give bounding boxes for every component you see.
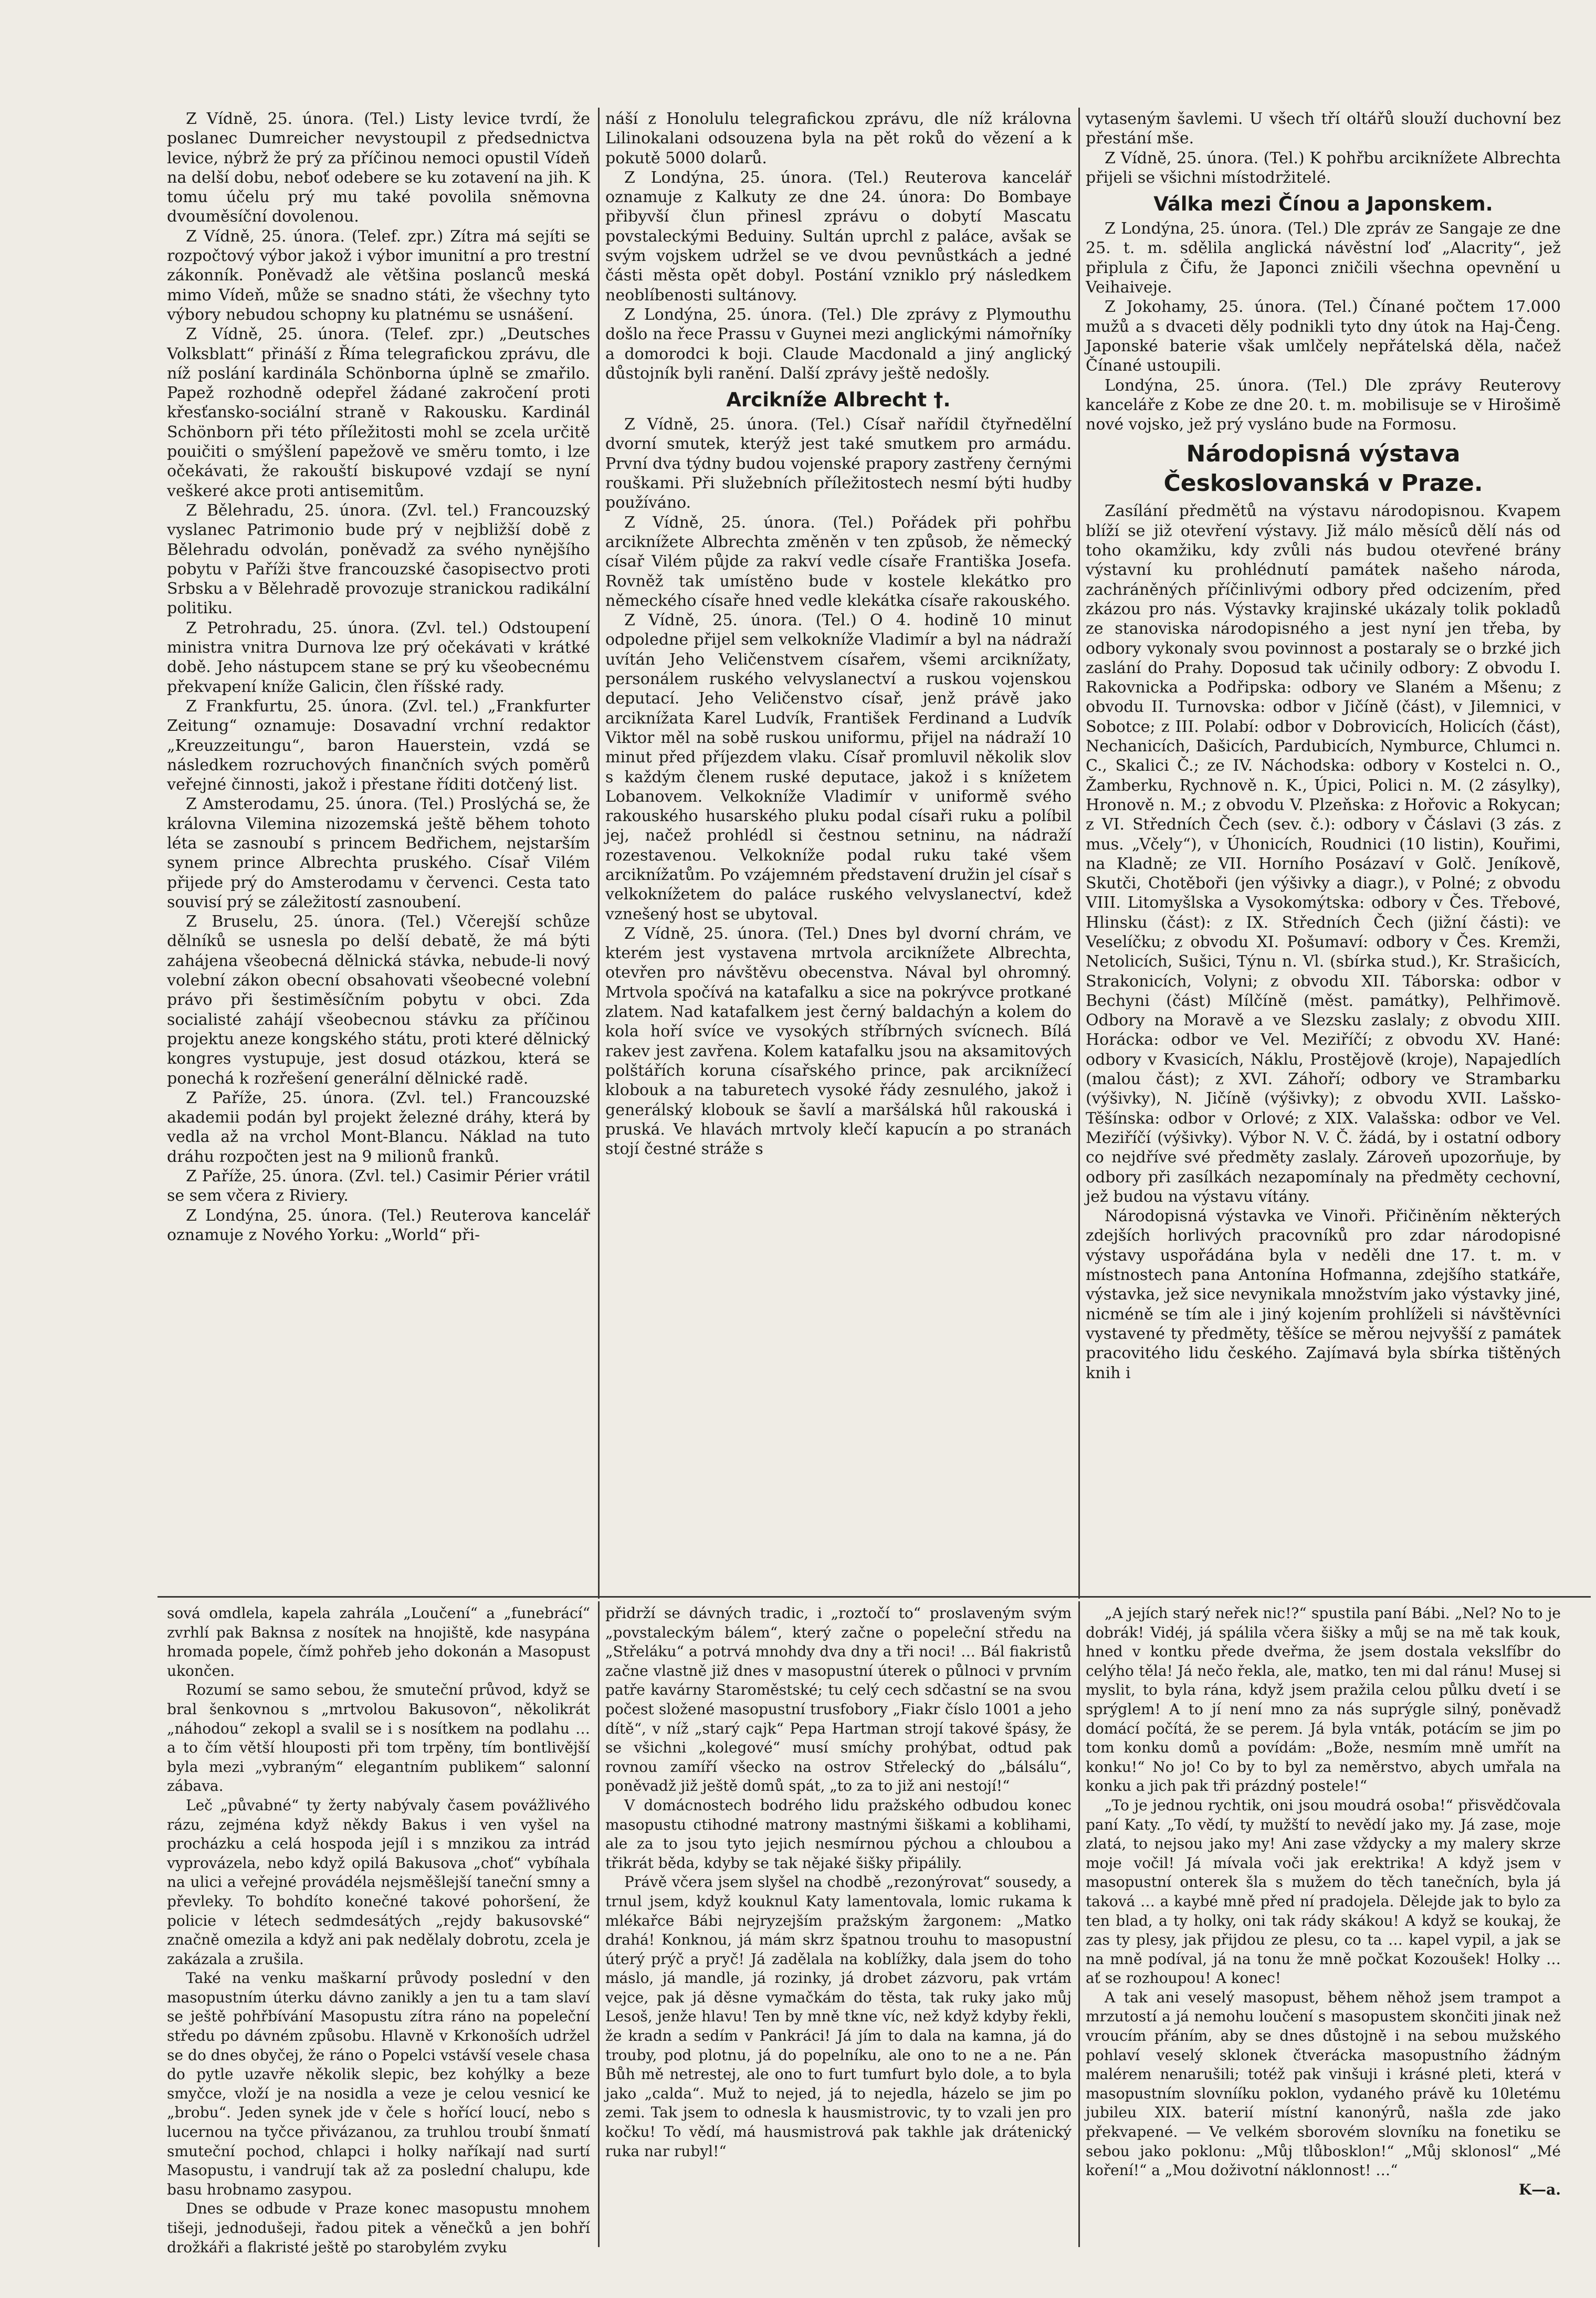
upper-column-2 [605,109,1072,1590]
lower-column-1 [167,1604,590,2256]
upper-column-1 [167,109,590,1590]
news-item: Z Frankfurtu, 25. února. (Zvl. tel.) „Frankfurter Zeitung“ oznamuje: Dosavadní vrchní redaktor „Kreuzzeitungu“, baron Hauerstein, vzdá se následkem rozruchových finančních svých poměrů veřejné činnosti, jakož i přestane říditi dotčený list. [167,697,590,794]
news-item: náší z Honolulu telegrafickou zprávu, dle níž královna Lilinokalani odsouzena byla na pět roků do vězení a k pokutě 5000 dolarů. [605,110,1072,167]
feuilleton-paragraph: A tak ani veselý masopust, během něhož jsem trampot a mrzutostí a já nemohu loučení s masopustem skončiti jinak než vroucím přáním, aby se dnes důstojně i na sebou mužského pohlaví veselý sklonek čtverácka masopustního žádným malérem nenarušili; totéž pak vinšuji i krásné pleti, která v masopustním slovnííku poklon, vydaného právě ku 10letému jubileu XIX. baterií místní kanonýrů, našla zde jako překvapené. — Ve velkém sborovém slovníku na fonetiku se sebou jako poklonu: „Můj tlůbosklon!“ „Můj sklonosl“ „Mé koření!“ a „Mou doživotní náklonnost! …“ [1086,1988,1561,2179]
news-item: Z Amsterodamu, 25. února. (Tel.) Proslýchá se, že královna Vilemina nizozemská ještě během tohoto léta se zasnoubí s princem Bedřichem, nejstarším synem prince Albrechta pruského. Císař Vilém přijede prý do Amsterodamu v červenci. Cesta tato souvisí prý se záležitostí zasnoubení. [167,795,590,911]
column-rule [1078,108,1080,1599]
news-item: Z Londýna, 25. února. (Tel.) Reuterova kancelář oznamuje z Kalkuty ze dne 24. února: Do Bombaye přibyvší člun přinesl zprávu o dobytí Mascatu povstaleckými Beduiny. Sultán uprchl z paláce, avšak se svým vojskem udržel se ve dvou pevnůstkách a jedné části města opět dobyl. Postání vzniklo prý následkem neoblíbenosti sultánovy. [605,168,1072,305]
lower-column-3 [1086,1604,1561,2247]
section-divider [158,1596,1591,1598]
news-item: Z Bruselu, 25. února. (Tel.) Včerejší schůze dělníků se usnesla po delší debatě, že má býti zahájena všeobecná dělnická stávka, nebude-li nový volební zákon obecní obsahovati všeobecné volební právo při šestiměsíčním pobytu v obci. Zda socialisté zahájí všeobecnou stávku za příčinou projektu aneze kongského státu, proti které dělnický kongres vystupuje, jest dosud otázkou, která se ponechá k rozřešení generální dělnické radě. [167,912,590,1088]
news-item: Z Londýna, 25. února. (Tel.) Reuterova kancelář oznamuje z Nového Yorku: „World“ při- [167,1206,590,1244]
author-signature: K—a. [1518,2180,1561,2198]
headline-exhibition: Národopisná výstava Českoslovanská v Praze. [1163,440,1483,497]
headline-war: Válka mezi Čínou a Japonskem. [1153,193,1493,216]
news-item: Z Paříže, 25. února. (Zvl. tel.) Casimir Périer vrátil se sem včera z Riviery. [167,1167,590,1205]
feuilleton-paragraph: Rozumí se samo sebou, že smuteční průvod, když se bral šenkovnou s „mrtvolou Bakusovon“, několikrát „náhodou“ zekopl a svalil se i s nosítkem na podlahu … a to čím větší hlouposti při tom trpěny, tím bontlivější byla mezi „vybraným“ elegantním publikem“ salonní zábava. [167,1681,590,1795]
feuilleton-paragraph: „To je jednou rychtik, oni jsou moudrá osoba!“ přisvědčovala paní Katy. „To vědí, ty mužští to nevědí jako my. Já zase, moje zlatá, to nejsou jako my! Ani zase vždycky a my malery skrze moje vočil! Já mívala voči jak erektrika! A když jsem v masopustní onterek šla s mužem do těch tanečních, byla já taková … a kaybé mně před ní pradojela. Dělejde jak to bylo za ten blad, a ty holky, oni tak rády skákou! A když se koukaj, že zas ty plesy, jak přijdou ze plesu, co ta … kapel vypil, a jak se na mně podíval, já na tonu že mně počkat Kozoušek! Holky … ať se rozhoupou! A konec! [1086,1796,1561,1987]
news-item: Z Paříže, 25. února. (Zvl. tel.) Francouzské akademii podán byl projekt železné dráhy, která by vedla až na vrchol Mont-Blancu. Náklad na tuto dráhu rozpočten jest na 9 milionů franků. [167,1088,590,1166]
feuilleton-paragraph: V domácnostech bodrého lidu pražského odbudou konec masopustu ctihodné matrony mastnými šiškami a koblihami, ale za to jsou tyto jejich nesmírnou pýchou a chloubou a třikrát běda, kdyby se tak nějaké šišky připálily. [605,1796,1072,1872]
news-item: Zasílání předmětů na výstavu národopisnou. Kvapem blíží se již otevření výstavy. Již málo měsíců dělí nás od toho okamžiku, kdy zvůli nás budou otevřené brány výstavní ku prohlédnutí památek našeho národa, zachráněných příčinlivými odbory před odcizením, před zkázou pro nás. Výstavky krajinské ukázaly tolik pokladů ze stanoviska národopisného a jest nyní jen třeba, by odbory vykonaly svou povinnost a postaraly se o brzké jich zaslání do Prahy. Doposud tak učinily odbory: Z obvodu I. Rakovnicka a Podřipska: odbory ve Slaném a Mšenu; z obvodu II. Turnovska: odbor v Jičíně (část), v Jilemnici, v Sobotce; z III. Polabí: odbor v Dobrovicích, Holicích (část), Nechanicích, Dašicích, Pardubicích, Nymburce, Chlumci n. C., Skalici Č.; ze IV. Náchodska: odbory v Kostelci n. O., Žamberku, Rychnově n. K., Úpici, Polici n. M. (2 zásylky), Hronově n. M.; z obvodu V. Plzeňska: z Hořovic a Rokycan; z VI. Středních Čech (sev. č.): odbory v Čáslavi (3 zás. z mus. „Včely“), v Úhonicích, Roudnici (10 listin), Kouřimi, na Kladně; ze VII. Horního Posázaví v Golč. Jeníkově, Skutči, Chotěboři (jen výšivky a diagr.), v Polné; z obvodu VIII. Litomyšlska a Vysokomýtska: odbory v Čes. Třebové, Hlinsku (část): z IX. Středních Čech (jižní části): ve Veselíčku; z obvodu XI. Pošumaví: odbory v Čes. Kremži, Netolicích, Sušici, Týnu n. Vl. (sbírka stud.), Kr. Strašicích, Strakonicích, Volyni; z obvodu XII. Táborska: odbor v Bechyni (část) Mílčíně (měst. památky), Pelhřimově. Odbory na Moravě a ve Slezsku zaslaly; z obvodu XIII. Horácka: odbor ve Vel. Meziříčí; z obvodu XV. Hané: odbory v Kvasicích, Náklu, Prostějově (kroje), Napajedlích (malou část); z XVI. Záhoří; odbory ve Strambarku (výšivky), N. Jičíně (výšivky); z obvodu XVII. Lašsko-Těšínska: odbor v Orlové; z XIX. Valašska: odbor ve Vel. Meziříčí (výšivky). Výbor N. V. Č. žádá, by i ostatní odbory co nejdříve své předměty zaslaly. Zároveň upozorňuje, by odbory při zasílkách nezapomínaly na předměty cechovní, jež budou na výstavu vítány. [1086,502,1561,1206]
news-item: Z Vídně, 25. února. (Tel.) O 4. hodině 10 minut odpoledne přijel sem velkokníže Vladimír a byl na nádraží uvítán Jeho Veličenstvem císařem, všemi arciknížaty, personálem ruského velvyslanectví a ruskou vojenskou deputací. Jeho Veličenstvo císař, jenž právě jako arciknížata Karel Ludvík, František Ferdinand a Ludvík Viktor měl na sobě ruskou uniformu, přijel na nádraží 10 minut před příjezdem vlaku. Císař promluvil několik slov s každým členem ruské deputace, jakož i s knížetem Lobanovem. Velkokníže Vladimír v uniformě svého rakouského husarského pluku podal císaři ruku a políbil jej, načež prohlédl si čestnou setninu, na nádraží rozestavenou. Velkokníže podal ruku také všem arciknížatům. Po vzájemném představení družin jel císař s velkoknížetem do paláce ruského velvyslanectví, kdež vznešený host se ubytoval. [605,611,1072,924]
column-rule [598,108,600,1599]
news-item: vytaseným šavlemi. U všech tří oltářů slouží duchovní bez přestání mše. [1086,110,1561,148]
news-item: Londýna, 25. února. (Tel.) Dle zprávy Reuterovy kanceláře z Kobe ze dne 20. t. m. mobilisuje se v Hirošimě nové vojsko, jež prý vysláno bude na Formosu. [1086,376,1561,434]
headline-archduke: Arcikníže Albrecht †. [726,389,951,412]
news-item: Z Londýna, 25. února. (Tel.) Dle zprávy z Plymouthu došlo na řece Prassu v Guynei mezi anglickými námořníky a domorodci k boji. Claude Macdonald a jiný anglický důstojník byli ranění. Další zprávy ještě nedošly. [605,305,1072,383]
news-item: Z Vídně, 25. února. (Tel.) Pořádek při pohřbu arciknížete Albrechta změněn v ten způsob, že německý císař Vilém půjde za rakví vedle císaře Františka Josefa. Rovněž tak umístěno bude v kostele klekátko pro německého císaře hned vedle klekátka císaře rakouského. [605,513,1072,610]
news-item: Z Vídně, 25. února. (Telef. zpr.) „Deutsches Volksblatt“ přináší z Říma telegrafickou zprávu, dle níž poslání kardinála Schönborna úplně se zmařilo. Papež rozhodně odepřel žádané zakročení proti křesťansko-sociální straně v Rakousku. Kardinál Schönborn při této příležitosti mohl se zcela určitě pouičiti o smýšlení papežově ve směru tomto, i lze očekávati, že rakouští biskupové vzdají se nyní veškeré akce proti antisemitům. [167,325,590,500]
upper-column-3 [1086,109,1561,1590]
feuilleton-paragraph: „A jejích starý neřek nic!?“ spustila paní Bábi. „Nel? No to je dobrák! Vidéj, já spálila včera šišky a můj se na mě tak kouk, hned v kontku přede dveřma, že jsem dostala vekslfíbr do celýho těla! Já nečo řekla, ale, matko, ten mi dal ránu! Musej si myslit, to byla rána, když jsem pražila celou půlku dvetí i se sprýglem! A to jí není mno za nás suprýgle silný, poněvadž domácí počítá, že se perem. Já byla vnták, potácím se jim po tom konku domů a povídám: „Bože, nesmím mně umřít na konku!“ No jo! Co by to byl za neměrstvo, abych umřala na konku a jich pak tři prázdný postele!“ [1086,1604,1561,1795]
news-item: Národopisná výstavka ve Vinoři. Přičiněním některých zdejších horlivých pracovníků pro zdar národopisné výstavy uspořádána byla v neděli dne 17. t. m. v místnostech pana Antonína Hofmanna, zdejšího statkáře, výstavka, jež sice nevynikala množstvím jako výstavky jiné, nicméně se tím ale i jiný kojením prohlíželi si návštěvníci vystavené ty předměty, těšíce se měrou nejvyšší z památek pracovitého lidu českého. Zajímavá byla sbírka tištěných knih i [1086,1207,1561,1382]
lower-column-2 [605,1604,1072,2247]
news-item: Z Petrohradu, 25. února. (Zvl. tel.) Odstoupení ministra vnitra Durnova lze prý očekávati v krátké době. Jeho nástupcem stane se prý ku všeobecnému překvapení kníže Galicin, člen říšské rady. [167,618,590,696]
news-item: Z Vídně, 25. února. (Tel.) K pohřbu arciknížete Albrechta přijeli se všichni místodržitelé. [1086,149,1561,187]
news-item: Z Jokohamy, 25. února. (Tel.) Čínané počtem 17.000 mužů a s dvaceti děly podnikli tyto dny útok na Haj-Čeng. Japonské baterie však umlčely nepřátelská děla, načež Čínané ustoupili. [1086,298,1561,375]
news-item: Z Vídně, 25. února. (Tel.) Dnes byl dvorní chrám, ve kterém jest vystavena mrtvola arciknížete Albrechta, otevřen pro návštěvu obecenstva. Nával byl ohromný. Mrtvola spočívá na katafalku a sice na pokrývce protkané zlatem. Nad katafalkem jest černý baldachýn a kolem do kola hoří svíce ve vysokých stříbrných svícnech. Bílá rakev jest zavřena. Kolem katafalku jsou na aksamitových polštářích koruna císařského prince, pak arciknížecí klobouk a na taburetech vysoké řády zesnulého, jakož i generálský klobouk se šavlí a maršálská hůl rakouská i pruská. Ve hlavách mrtvoly klečí kapucín a po stranách stojí čestné stráže s [605,924,1072,1159]
news-item: Z Vídně, 25. února. (Tel.) Listy levice tvrdí, že poslanec Dumreicher nevystoupil z předsednictva levice, nýbrž že prý za příčinou nemoci opustil Vídeň na delší dobu, neboť odebere se ku zotavení na jih. K tomu účelu prý mu také povolila sněmovna dvouměsíční dovolenou. [167,110,590,226]
feuilleton-paragraph: Dnes se odbude v Praze konec masopustu mnohem tišeji, jednodušeji, řadou pitek a věnečků a jen bohří drožkáři a flakristé ještě po starobylém zvyku [167,2200,590,2256]
feuilleton-paragraph: sová omdlela, kapela zahrála „Loučení“ a „funebrácí“ zvrhlí pak Baknsa z nosítek na hnojiště, kde nasypána hromada popele, čímž pohřeb jeho dokonán a Masopust ukončen. [167,1604,590,1680]
feuilleton-paragraph: Také na venku maškarní průvody poslední v den masopustním úterku dávno zanikly a jen tu a tam slaví se ještě pohřbívání Masopustu zítra ráno na popeleční středu po dávném způsobu. Hlavně v Krkonoších udržel se do dnes obyčej, že ráno o Popelci vstávší vesele chasa do pytle uzavře několik slepic, bez kohýlky a beze smyčce, vloží je na nosidla a veze je celou vesnicí ke „brobu“. Jeden synek jde v čele s hořící loucí, nebo s lucernou na tyčce přivázanou, za truhlou troubí šnmatí smuteční pochod, chlapci i holky naříkají nad surtí Masopustu, i vandrují tak až za poslední chalupu, kde basu hrobnamo zasypou. [167,1969,590,2198]
news-item: Z Vídně, 25. února. (Tel.) Císař nařídil čtyřnedělní dvorní smutek, kterýž jest také smutkem pro armádu. První dva týdny budou vojenské prapory zastřeny černými rouškami. Při služebních příležitostech nesmí býti hudby používáno. [605,415,1072,512]
column-rule [1078,1601,1080,2247]
feuilleton-paragraph: přidrží se dávných tradic, i „roztočí to“ proslaveným svým „povstaleckým bálem“, který začne o popeleční středu na „Střeláku“ a potrvá mnohdy dva dny a tři noci! … Bál fiakristů začne vlastně již dnes v masopustní úterek o půlnoci v prvním patře kavárny Staroměstské; tu celý cech sdčastní se na svou počest složené masopustní trusfobory „Fiakr číslo 1001 a jeho dítě“, v níž „starý cajk“ Pepa Hartman strojí takové špásy, že se všichni „kolegové“ musí smíchy prohýbat, odtud pak rovnou zamíří všecko na ostrov Střelecký do „bálsálu“, poněvadž již ještě domů spát, „to za to již ani nestojí!“ [605,1604,1072,1795]
news-item: Z Vídně, 25. února. (Telef. zpr.) Zítra má sejíti se rozpočtový výbor jakož i výbor imunitní a pro trestní zákonník. Poněvadž ale většina poslanců meská mimo Vídeň, může se snadno státi, že všechny tyto výbory nebudou schopny ku platnému se usnášení. [167,227,590,324]
column-rule [598,1601,600,2247]
feuilleton-paragraph: Leč „půvabné“ ty žerty nabývaly časem povážlivého rázu, zejména když někdy Bakus i ven vyšel na procházku a celá hospoda jejíl i s mnzikou za intrád vyprovázela, nebo když opilá Bakusova „choť“ vybíhala na ulici a veřejné provádéla nejsměšlejší taneční smny a převleky. To bohdíto konečné takové pohoršení, že policie v létech sedmdesátých „rejdy bakusovské“ značně omezila a když ani pak nedělaly dobrotu, zcela je zakázala a zrušila. [167,1796,590,1968]
feuilleton-paragraph: Právě včera jsem slyšel na chodbě „rezonýrovat“ sousedy, a trnul jsem, když kouknul Katy lamentovala, lomic rukama k mlékařce Bábi nejryzejším pražským žargonem: „Matko drahá! Konknou, já mám skrz špatnou trouhu to masopustní úterý prýč a pryč! Já zadělala na koblížky, dala jsem do toho máslo, já mandle, já rozinky, já drobet zázvoru, pak vrtám vejce, pak já děsne vymačkám do těsta, tak ruky jako můj Lesoš, jenže hlavu! Ten by mně tkne víc, než když kdyby řekli, že kradn a sedím v Pankráci! Já jím to dala na kamna, já do trouby, pod plotnu, já do popelníku, ale ono to ne a ne. Pán Bůh mě netrestej, ale ono to furt tumfurt bylo dole, a to byla jako „calda“. Muž to nejed, já to nejedla, házelo se jim po zemi. Tak jsem to odnesla k hausmistrovic, ty to vzali jen pro kočku! To vědí, má hausmistrová pak takhle jak drátenický ruka nar rubyl!“ [605,1873,1072,2160]
news-item: Z Londýna, 25. února. (Tel.) Dle zpráv ze Sangaje ze dne 25. t. m. sdělila anglická návěstní loď „Alacrity“, jež připlula z Čifu, že Japonci zničili všechna opevnění u Veihaiveje. [1086,219,1561,297]
news-item: Z Bělehradu, 25. února. (Zvl. tel.) Francouzský vyslanec Patrimonio bude prý v nejbližší době z Bělehradu odvolán, poněvadž za svého nynějšího pobytu v Paříži štve francouzské časopisectvo proti Srbsku a v Bělehradě provozuje stranickou radikální politiku. [167,501,590,618]
